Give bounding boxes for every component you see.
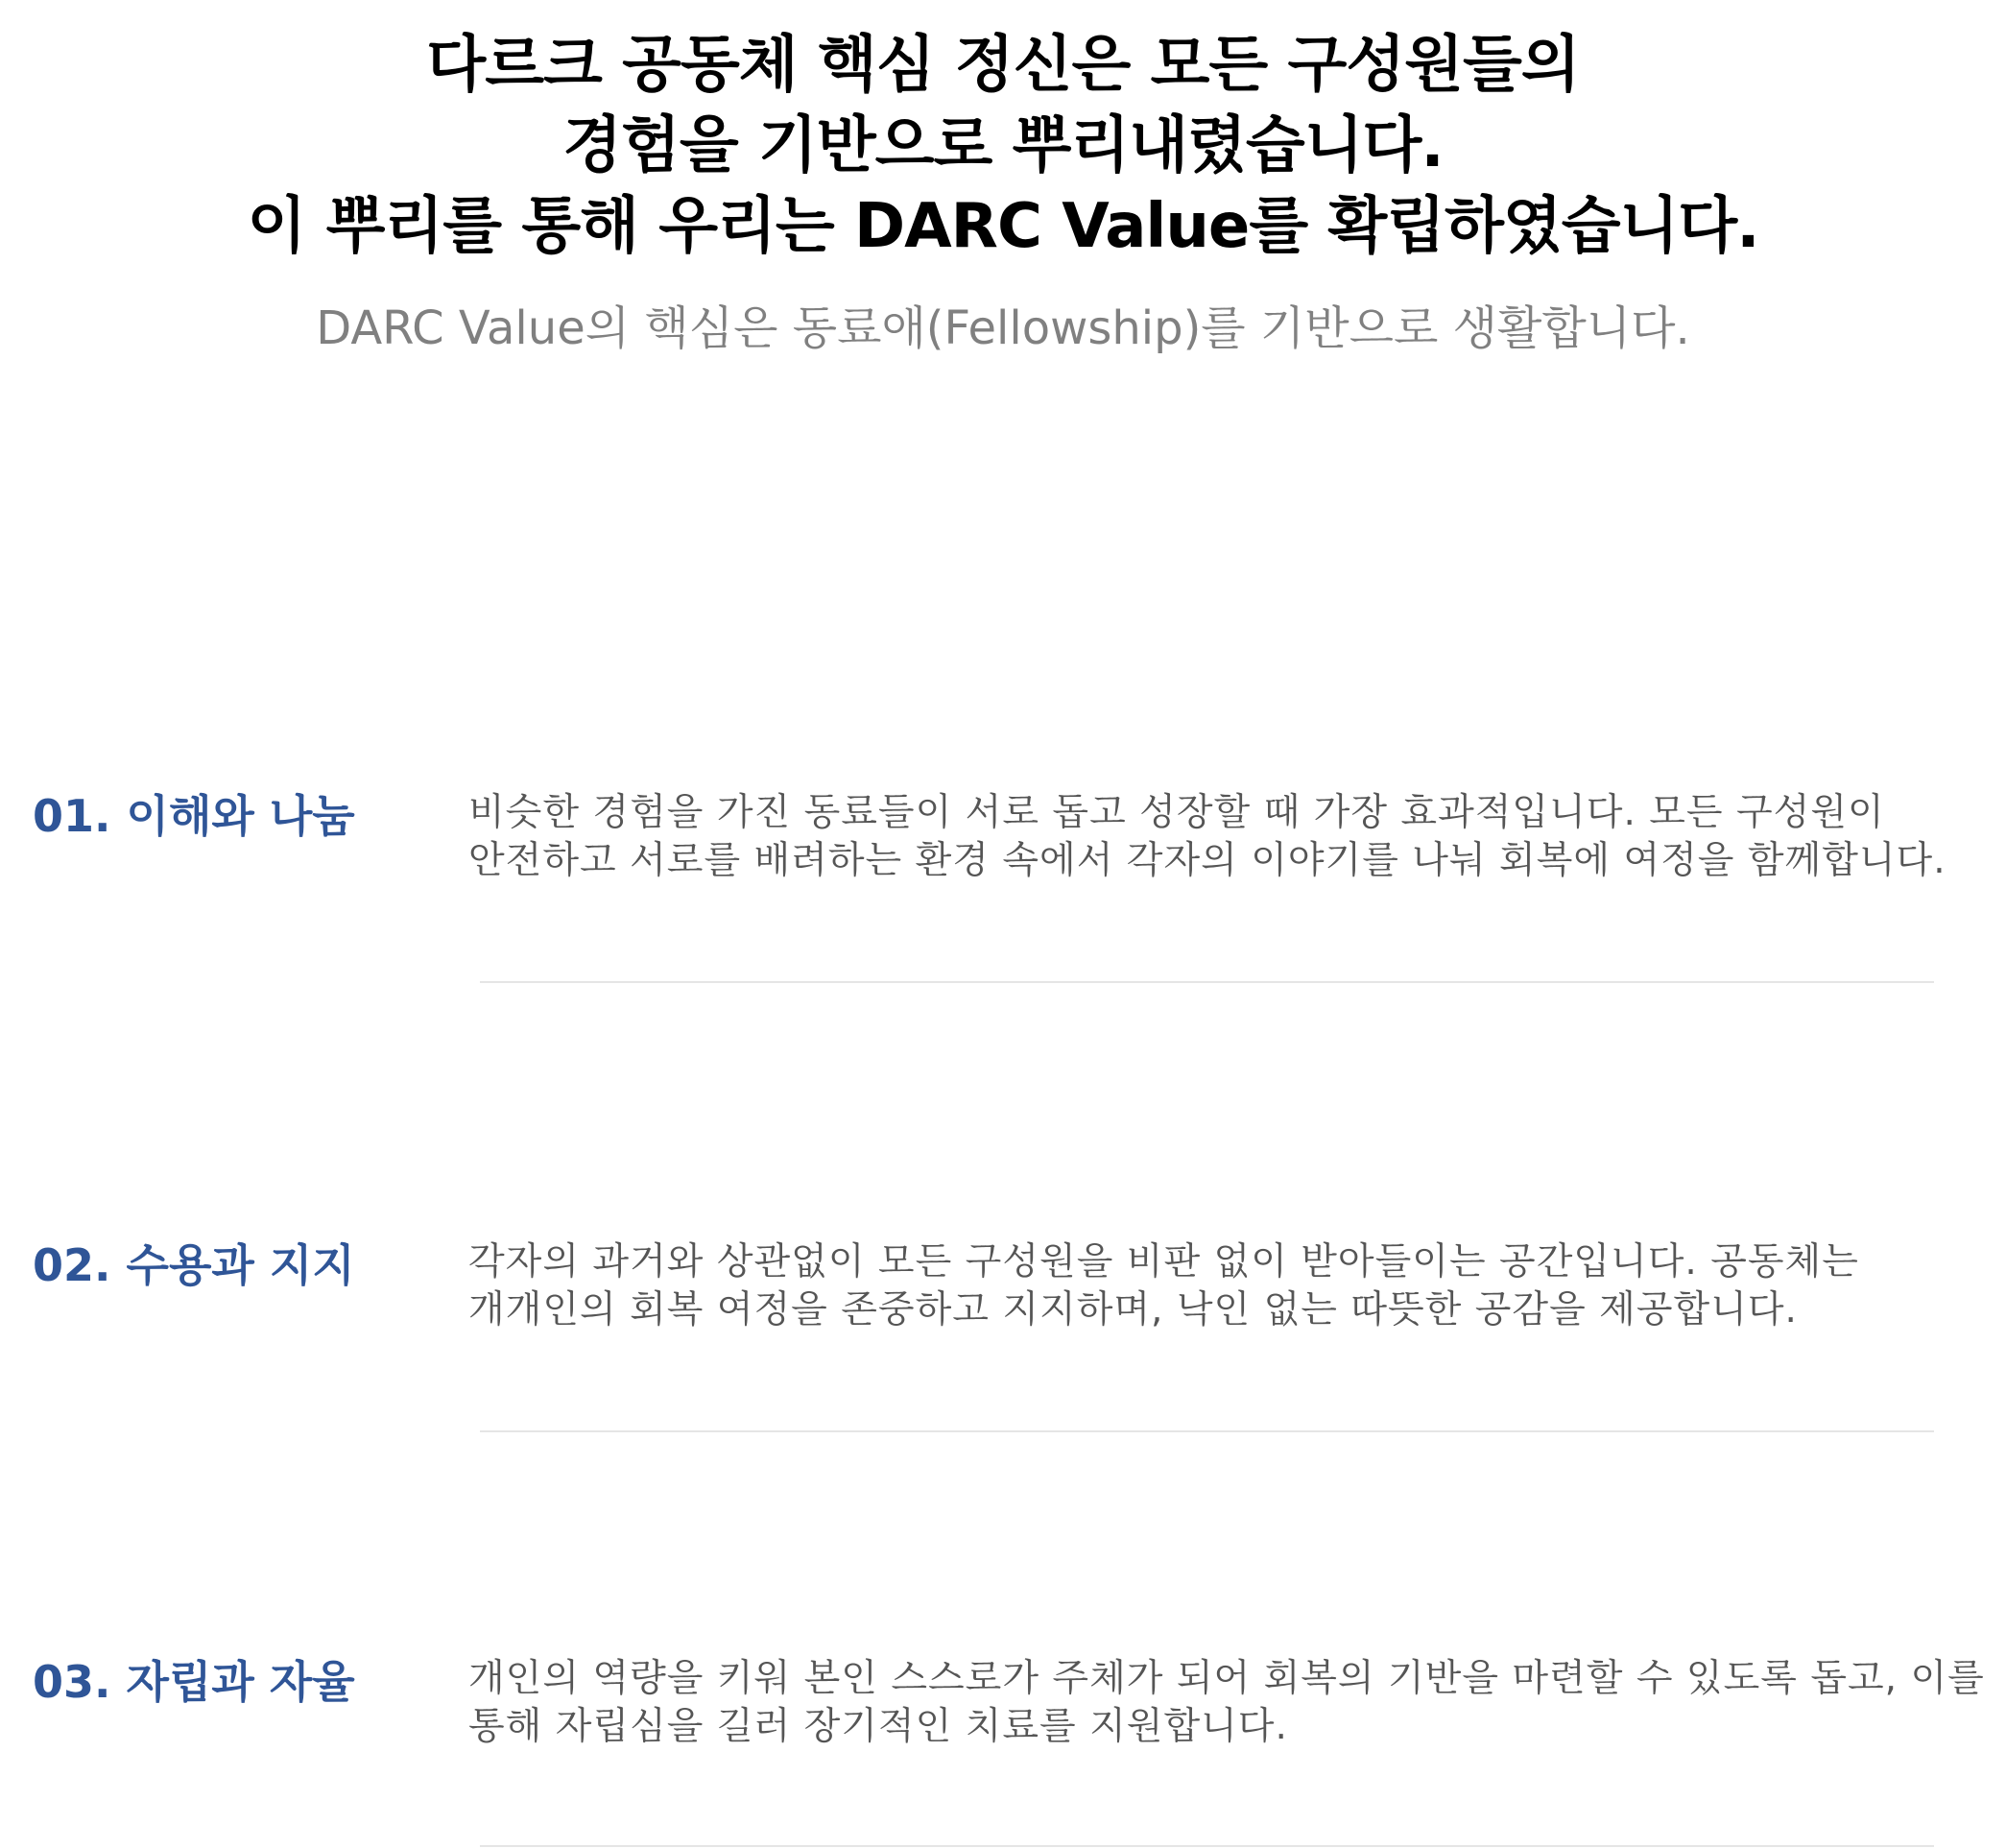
page-title-line-2: 경험을 기반으로 뿌리내렸습니다. xyxy=(562,110,1444,181)
value-divider xyxy=(480,981,1934,983)
page-title-line-1: 다르크 공동체 핵심 정신은 모든 구성원들의 xyxy=(426,30,1580,101)
value-heading: 02. 수용과 지지 xyxy=(33,1239,355,1291)
value-heading: 03. 자립과 자율 xyxy=(33,1656,355,1708)
page-subtitle: DARC Value의 핵심은 동료애(Fellowship)를 기반으로 생활합니다. xyxy=(316,301,1690,355)
page-title-line-3: 이 뿌리를 통해 우리는 DARC Value를 확립하였습니다. xyxy=(247,191,1759,262)
value-description: 개인의 역량을 키워 본인 스스로가 주체가 되어 회복의 기반을 마련할 수 있도록 돕고, 이를 통해 자립심을 길러 장기적인 치료를 지원합니다. xyxy=(468,1657,1985,1748)
value-divider xyxy=(480,1430,1934,1432)
value-description: 각자의 과거와 상관없이 모든 구성원을 비판 없이 받아들이는 공간입니다. 공동체는 개개인의 회복 여정을 존중하고 지지하며, 낙인 없는 따뜻한 공감을 제공합니다. xyxy=(468,1240,1859,1332)
value-heading: 01. 이해와 나눔 xyxy=(33,790,355,842)
value-description: 비슷한 경험을 가진 동료들이 서로 돕고 성장할 때 가장 효과적입니다. 모든 구성원이 안전하고 서로를 배려하는 환경 속에서 각자의 이야기를 나눠 회복에 여정을 함께합니다. xyxy=(468,791,1946,882)
value-divider xyxy=(480,1845,1934,1847)
page-title xyxy=(0,25,2006,267)
